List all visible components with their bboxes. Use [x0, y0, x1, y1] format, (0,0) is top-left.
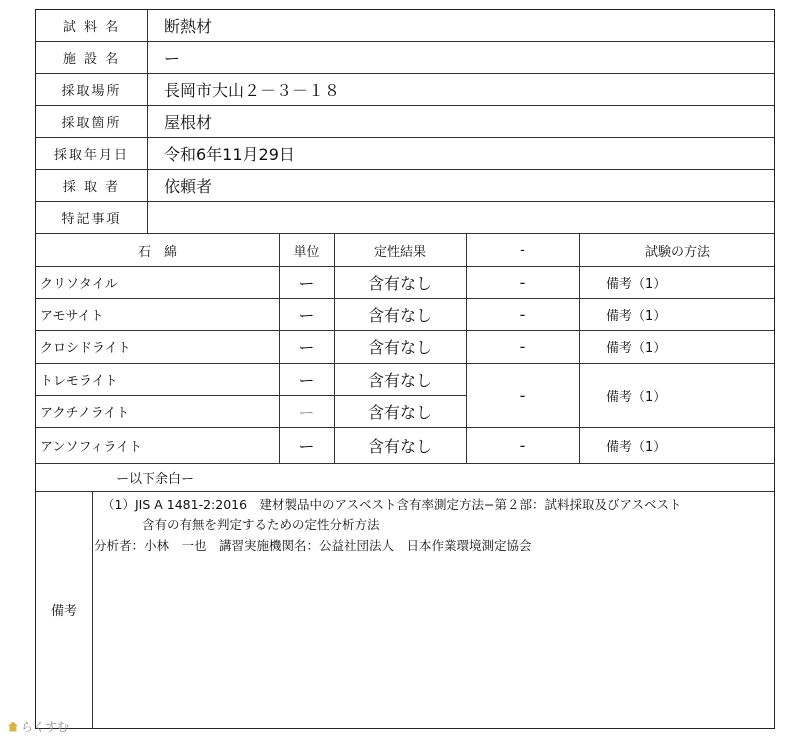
notes-label: 備考 [50, 604, 77, 619]
value-sampling-point: 屋根材 [164, 113, 213, 132]
value-sampler: 依頼者 [164, 177, 213, 196]
label-sample-name: 試 料 名 [36, 10, 148, 41]
method-cell: 備考（1） [606, 276, 667, 292]
row-sampler [36, 170, 774, 202]
result-cell: 含有なし [367, 305, 432, 325]
row-name-crocidolite: クロシドライト [40, 341, 131, 356]
col-header-dash: - [520, 242, 525, 258]
note-line-2: 含有の有無を判定するための定性分析方法 [142, 517, 380, 532]
row-sample-name [36, 10, 774, 42]
row-sampling-location [36, 74, 774, 106]
col-header-unit: 単位 [293, 244, 320, 260]
row-sampling-date [36, 138, 774, 170]
dash-cell-merged: - [519, 385, 526, 405]
dash-cell: - [519, 304, 526, 324]
label-sampling-date: 採取年月日 [36, 138, 148, 169]
col-header-qualitative-result: 定性結果 [373, 244, 426, 260]
row-name-chrysotile: クリソタイル [40, 276, 118, 292]
note-line-1: （1）JIS A 1481-2:2016 建材製品中のアスベスト含有率測定方法−第２部：試料採取及びアスベスト [102, 497, 682, 512]
row-special-notes [36, 202, 774, 234]
end-note-divider [36, 491, 774, 492]
unit-cell: ー [298, 370, 315, 390]
row-name-anthophyllite: アンソフィライト [40, 439, 143, 455]
report-sheet [35, 9, 775, 729]
row-name-actinolite: アクチノライト [40, 405, 130, 421]
col-divider-4 [579, 234, 580, 463]
label-sampling-location: 採取場所 [36, 74, 148, 105]
value-sample-name: 断熱材 [164, 17, 213, 36]
method-cell-merged: 備考（1） [606, 389, 667, 405]
dash-cell: - [519, 272, 526, 292]
method-cell: 備考（1） [606, 439, 667, 455]
watermark-text: らくすむ [21, 720, 70, 734]
label-sampling-point: 採取箇所 [36, 106, 148, 137]
result-cell: 含有なし [367, 273, 432, 293]
label-sampler: 採 取 者 [36, 170, 148, 201]
label-special-notes: 特記事項 [36, 202, 148, 233]
result-cell: 含有なし [367, 370, 432, 390]
watermark [8, 718, 69, 735]
value-sampling-date: 令和6年11月29日 [164, 145, 295, 164]
label-facility-name: 施 設 名 [36, 42, 148, 73]
row-name-amosite: アモサイト [40, 308, 104, 324]
unit-cell: ー [298, 436, 315, 456]
value-facility-name: ー [164, 49, 181, 68]
result-cell: 含有なし [367, 402, 432, 422]
row-name-tremolite: トレモライト [40, 373, 118, 389]
note-line-3: 分析者：小林 一也 講習実施機関名：公益社団法人 日本作業環境測定協会 [94, 538, 532, 553]
house-icon [8, 722, 18, 732]
method-cell: 備考（1） [606, 308, 667, 324]
unit-cell: ー [298, 338, 315, 357]
dash-cell: - [519, 337, 526, 356]
dash-cell: - [519, 435, 526, 455]
row-facility-name [36, 42, 774, 74]
col-header-test-method: 試験の方法 [644, 244, 710, 260]
col-header-asbestos: 石 綿 [137, 244, 177, 260]
unit-cell: ー [298, 305, 315, 325]
end-of-table-note: ー以下余白ー [116, 471, 195, 487]
row-sampling-point [36, 106, 774, 138]
notes-divider [92, 491, 93, 728]
unit-cell: ー [298, 273, 315, 293]
unit-cell: ー [298, 402, 315, 422]
value-sampling-location: 長岡市大山２－３－１８ [164, 81, 341, 100]
result-cell: 含有なし [367, 436, 432, 456]
result-cell: 含有なし [367, 338, 432, 357]
method-cell: 備考（1） [606, 341, 667, 356]
